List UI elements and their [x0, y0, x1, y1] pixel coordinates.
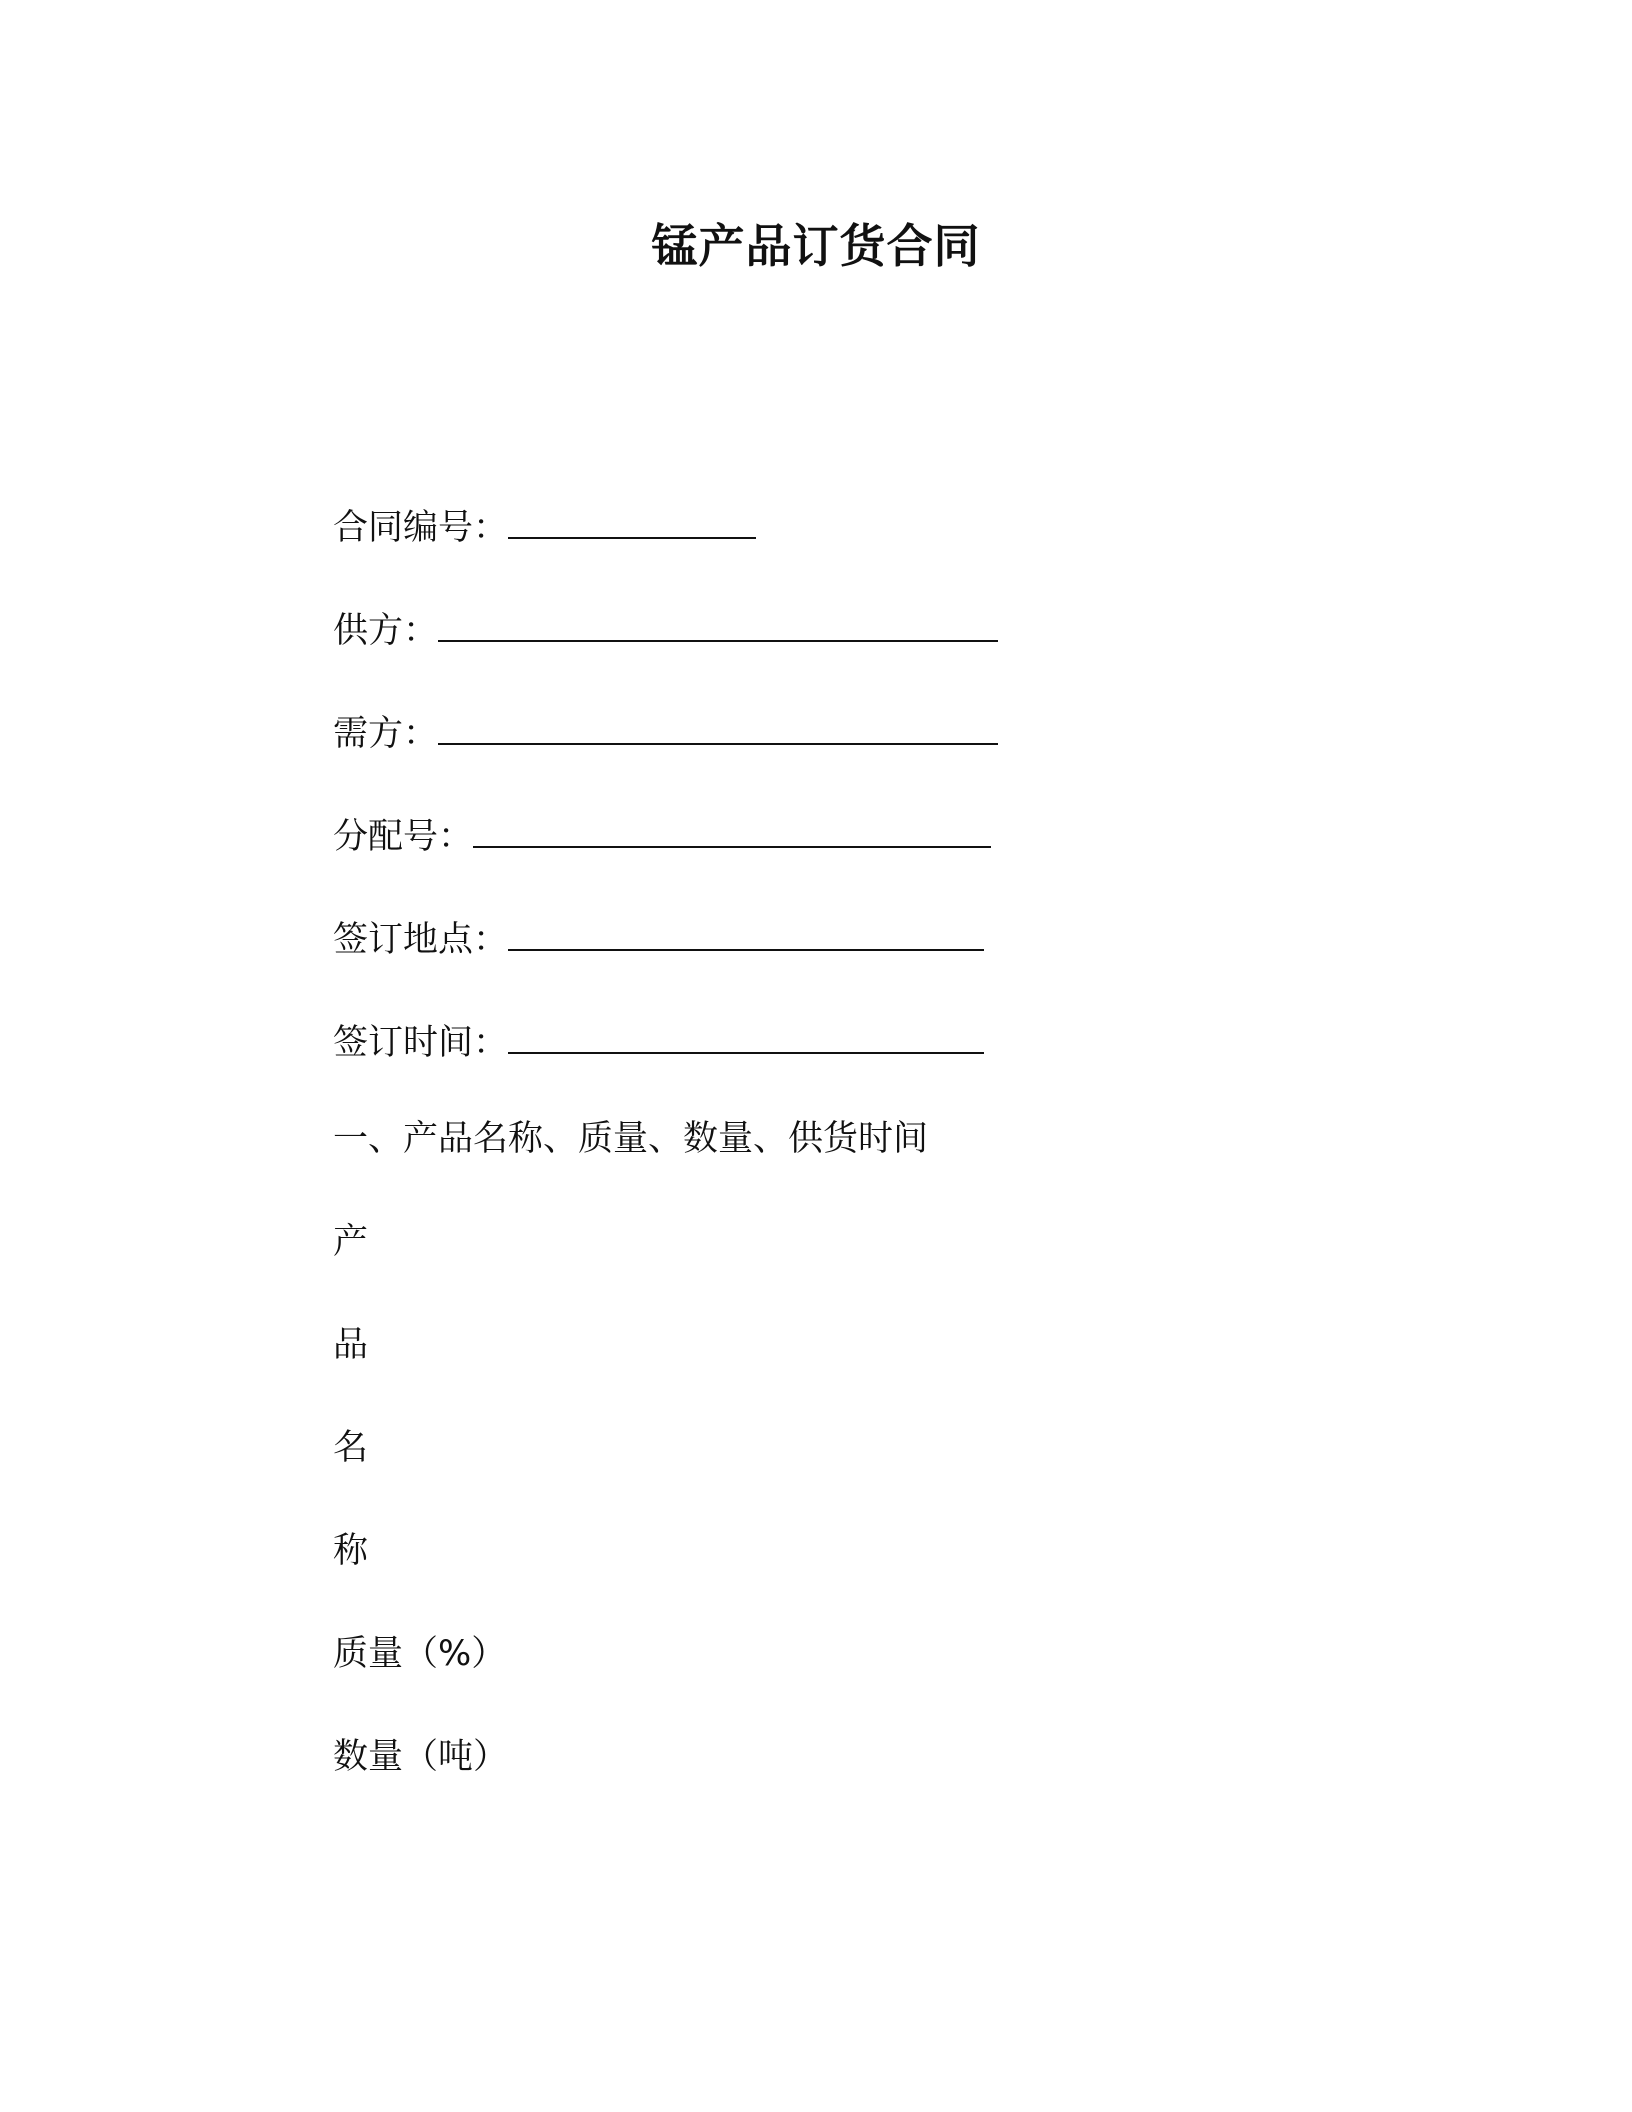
document-title: 锰产品订货合同	[651, 219, 981, 273]
supplier-label: 供方：	[333, 611, 439, 651]
allocation-number-line	[333, 806, 991, 861]
sign-time-blank[interactable]	[508, 1012, 984, 1054]
quality-label: 质量（%）	[333, 1634, 507, 1674]
product-name-char-3: 名	[333, 1428, 369, 1468]
allocation-number-blank[interactable]	[473, 806, 991, 848]
sign-place-blank[interactable]	[508, 909, 984, 951]
supplier-blank[interactable]	[438, 600, 998, 642]
sign-time-label: 签订时间：	[333, 1023, 509, 1063]
contract-number-blank[interactable]	[508, 497, 756, 539]
sign-place-label: 签订地点：	[333, 920, 509, 960]
product-name-char-1: 产	[333, 1222, 369, 1262]
quantity-label: 数量（吨）	[333, 1737, 509, 1777]
sign-time-line	[333, 1012, 984, 1067]
contract-number-label: 合同编号：	[333, 508, 509, 548]
allocation-number-label: 分配号：	[333, 817, 474, 857]
supplier-line	[333, 600, 998, 655]
buyer-label: 需方：	[333, 714, 439, 754]
contract-number-line	[333, 497, 756, 552]
product-name-char-4: 称	[333, 1531, 369, 1571]
buyer-blank[interactable]	[438, 703, 998, 745]
buyer-line	[333, 703, 998, 758]
section1-heading: 一、产品名称、质量、数量、供货时间	[333, 1119, 929, 1159]
sign-place-line	[333, 909, 984, 964]
product-name-char-2: 品	[333, 1325, 369, 1365]
